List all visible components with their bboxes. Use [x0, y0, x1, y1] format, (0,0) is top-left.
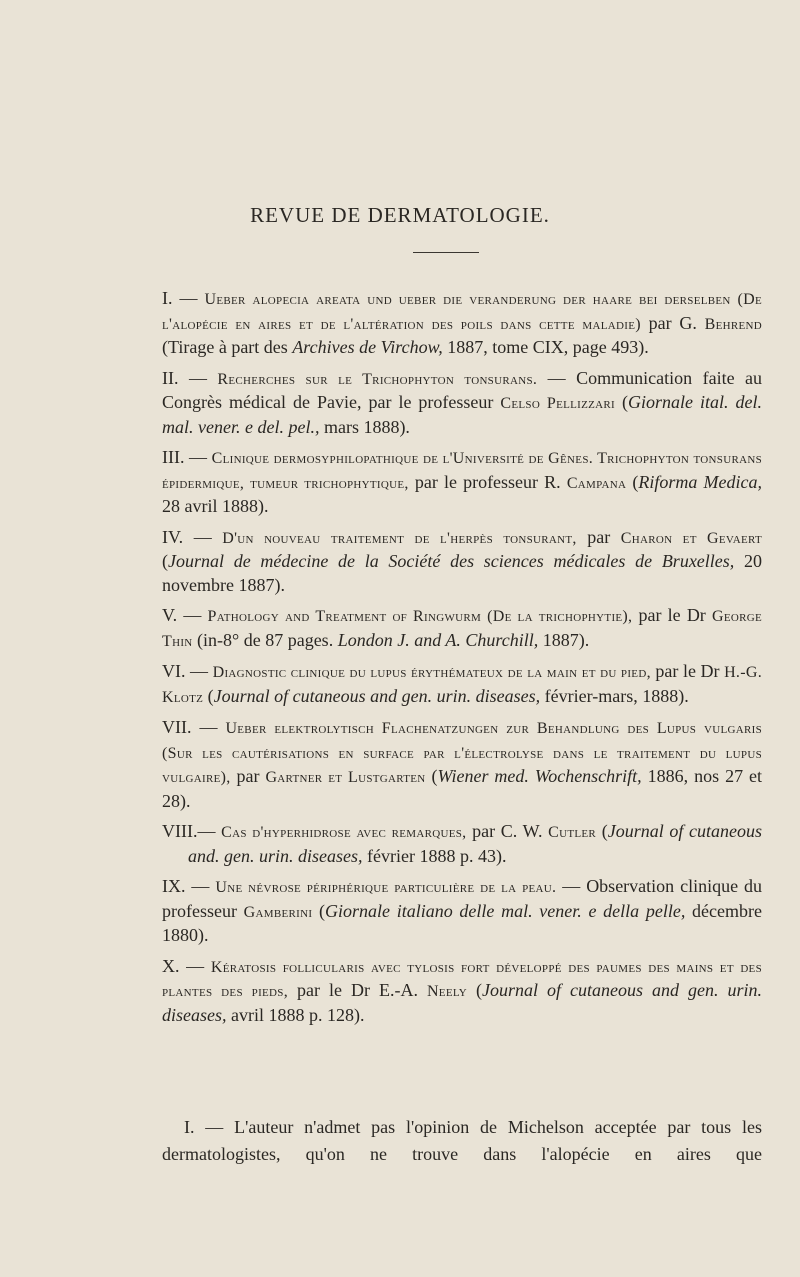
bibliography-entry: IX. — Une névrose périphérique particulière de la peau. — Observation clinique du professeur Gamberini (Giornale italiano delle mal. vener. e della pelle, décembre 1880).	[162, 876, 762, 945]
title-rule	[413, 252, 479, 253]
bibliography-entry: IV. — D'un nouveau traitement de l'herpès tonsurant, par Charon et Gevaert (Journal de médecine de la Société des sciences médicales de Bruxelles, 20 novembre 1887).	[162, 526, 762, 595]
bibliography-entry: X. — Kératosis follicularis avec tylosis fort développé des paumes des mains et des plantes des pieds, par le Dr E.-A. Neely (Journal of cutaneous and gen. urin. diseases, avril 1888 p. 128).	[162, 955, 762, 1025]
bibliography-entry: I. — Ueber alopecia areata und ueber die veranderung der haare bei derselben (De l'alopécie en aires et de l'altération des poils dans cette maladie) par G. Behrend (Tirage à part des Archives de Virchow, 1887, tome CIX, page 493).	[162, 288, 762, 357]
bibliography-entry: III. — Clinique dermosyphilopathique de l'Université de Gênes. Trichophyton tonsurans épidermique, tumeur trichophytique, par le professeur R. Campana (Riforma Medica, 28 avril 1888).	[162, 447, 763, 516]
page-title: REVUE DE DERMATOLOGIE.	[250, 203, 550, 227]
body-paragraph: I. — L'auteur n'admet pas l'opinion de Michelson acceptée par tous les dermatologistes, qu'on ne trouve dans l'alopécie en aires que	[162, 1117, 762, 1164]
bibliography-entry: II. — Recherches sur le Trichophyton tonsurans. — Communication faite au Congrès médical de Pavie, par le professeur Celso Pellizzari (Giornale ital. del. mal. vener. e del. pel., mars 1888).	[162, 367, 763, 437]
bibliography-entry: V. — Pathology and Treatment of Ringwurm (De la trichophytie), par le Dr George Thin (in-8° de 87 pages. London J. and A. Churchill, 1887).	[162, 605, 762, 650]
bibliography-entry: VI. — Diagnostic clinique du lupus érythémateux de la main et du pied, par le Dr H.-G. Klotz (Journal of cutaneous and gen. urin. diseases, février-mars, 1888).	[162, 661, 762, 706]
bibliography-entry: VIII.— Cas d'hyperhidrose avec remarques, par C. W. Cutler (Journal of cutaneous and. gen. urin. diseases, février 1888 p. 43).	[162, 821, 762, 866]
bibliography-list	[162, 287, 762, 1034]
bibliography-entry: VII. — Ueber elektrolytisch Flachenatzungen zur Behandlung des Lupus vulgaris (Sur les cautérisations en surface par l'électrolyse dans le traitement du lupus vulgaire), par Gartner et Lustgarten (Wiener med. Wochenschrift, 1886, nos 27 et 28).	[162, 717, 763, 811]
